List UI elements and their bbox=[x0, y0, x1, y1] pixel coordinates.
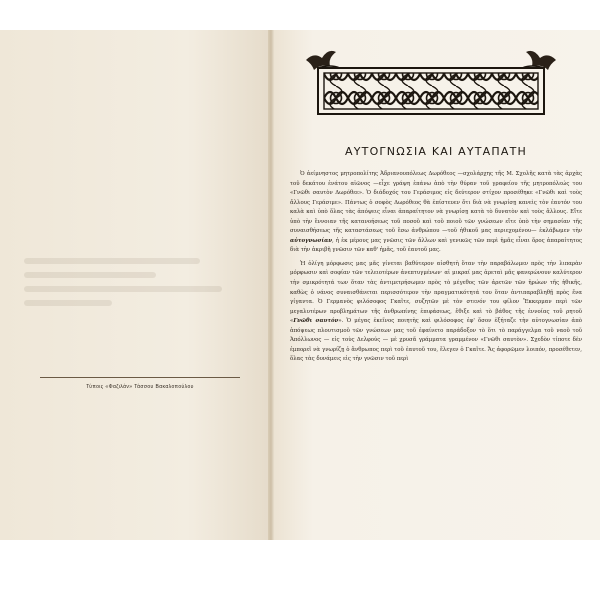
paragraph-2 bbox=[290, 260, 582, 365]
left-page bbox=[0, 30, 268, 540]
paragraph-1 bbox=[290, 170, 582, 256]
knotwork-ornament bbox=[300, 38, 562, 118]
paragraph-2-text-a: Ἡ ὀλίγη μόρφωσις μας μᾶς γίνεται βαθύτερον αἰσθητὴ ὅταν τὴν παραβάλωμεν πρὸς τὴν λιπαρὰν μόρφωσιν καὶ σοφίαν τῶν τελειοτέρων ἀνεπτυγμένων· αἱ μικραί μας ἀρεταὶ μᾶς φανερώνουν καλύτερον τὴν σμικρότητά των ὅταν τὰς ἀντιμετρήσωμεν πρὸς τὸ μέγεθος τῶν ἀρετῶν τῶν ἡρώων τῆς ἠθικῆς, καθὼς ὁ νάνος συναισθάνεται περισσότερον τὴν πραγματικότητά του ὅταν ἀντιπαραβληθῇ πρὸς ἕνα γίγαντα. Ὁ Γερμανὸς φιλόσοφος Γκαῖτε, συζητῶν μὲ τὸν στενόν του φίλον Ἔκκερμαν περὶ τῶν μεγαλυτέρων προβλημάτων τῆς ἀνθρωπίνης ἐπιφάσεως, ἔθιξε καὶ τὸ βάθος τῆς ἐννοίας τοῦ ρητοῦ « bbox=[290, 260, 582, 325]
paragraph-1-text-b: , ἡ ἐκ μέρους μας γνῶσις τῶν ἄλλων καὶ γενικῶς τῶν περὶ ἡμᾶς εἶναι ὅρος ἀπαραίτητος διὰ τὴν ἀκριβῆ γνῶσιν τῶν καθ' ἡμᾶς, τοῦ ἑαυτοῦ μας. bbox=[290, 237, 582, 254]
paragraph-2-text-b: ». Ὁ μέγας ἐκεῖνος ποιητὴς καὶ φιλόσοφος ἐφ' ὅσον ἐξήταζε τὴν αὐτογνωσίαν ἀπὸ ἀπόψεως πλουτισμοῦ τῶν γνώσεων μας τοῦ ἐφαίνετο παράδοξον τὸ ὅτι τὸ παράγγελμα τοῦ ναοῦ τοῦ Ἀπόλλωνος — εἰς τοὺς Δελφούς — μὲ χρυσᾶ γράμματα γραμμένον «Γνῶθι σαυτὸν». Σχεδὸν τίποτε δὲν ἐμπορεῖ νὰ γνωρίζῃ ὁ ἄνθρωπος περὶ τοῦ ἑαυτοῦ του, ἔλεγεν ὁ Γκαῖτε. Ἄς ἀφορῶμεν λοιπόν, προσέθετεν, ὅλας τὰς δυνάμεις εἰς τὴν γνῶσιν τοῦ περὶ bbox=[290, 318, 582, 363]
body-text bbox=[290, 170, 582, 365]
bleed-through-text bbox=[24, 250, 244, 330]
emphasis-gnothi-sauton: Γνῶθι σαυτόν bbox=[293, 318, 339, 325]
chapter-title: ΑΥΤΟΓΝΩΣΙΑ ΚΑΙ ΑΥΤΑΠΑΤΗ bbox=[345, 145, 527, 158]
printer-credit: Τύποις «Φαζιλάν» Τάσσου Βακαλοπούλου bbox=[86, 384, 194, 390]
paragraph-1-text-a: Ὁ ἀείμνηστος μητροπολίτης Ἀδριανουπόλεως Δωρόθεος —σχολάρχης τῆς Μ. Σχολῆς κατὰ τὰς ἀρχὰς τοῦ δεκάτου ἐνάτου αἰῶνος —εἶχε γράψη ἐπάνω ἀπὸ τὴν θύραν τοῦ γραφείου τῆς μητροπόλεώς του «Γνῶθι σαυτὸν Δωρόθεε». Ὁ διάδοχός του Γεράσιμος εἰς δεύτερον στίχον προσέθηκε «Γνῶθι καὶ τοὺς ἄλλους Γεράσιμε». Πάντως ὁ σοφὸς Δωρόθεος θὰ ἐπίστευεν ὅτι διὰ νὰ γνωρίσῃ κανεὶς τὸν ἑαυτόν του καλὰ καὶ ὑπὸ ὅλας τὰς ἀπόψεις εἶναι ἀπαραίτητον νὰ γνωρίσῃ κατὰ τὸ δυνατὸν καὶ τοὺς ἄλλους. Εἴτε ὑπὸ τὴν ἔννοιαν τῆς κατανοήσεως τοῦ ποσοῦ καὶ τοῦ ποιοῦ τῶν γνώσεων εἴτε ὑπὸ τὴν σημασίαν τῆς συναισθήσεως τῆς καταστάσεως τοῦ ἔσω ἀνθρώπου —τοῦ ἠθικοῦ μας περιεχομένου— ἐκλάβωμεν τὴν bbox=[290, 171, 582, 235]
printer-rule bbox=[40, 377, 240, 378]
emphasis-autognosia: αὐτογνωσίαν bbox=[290, 237, 333, 244]
